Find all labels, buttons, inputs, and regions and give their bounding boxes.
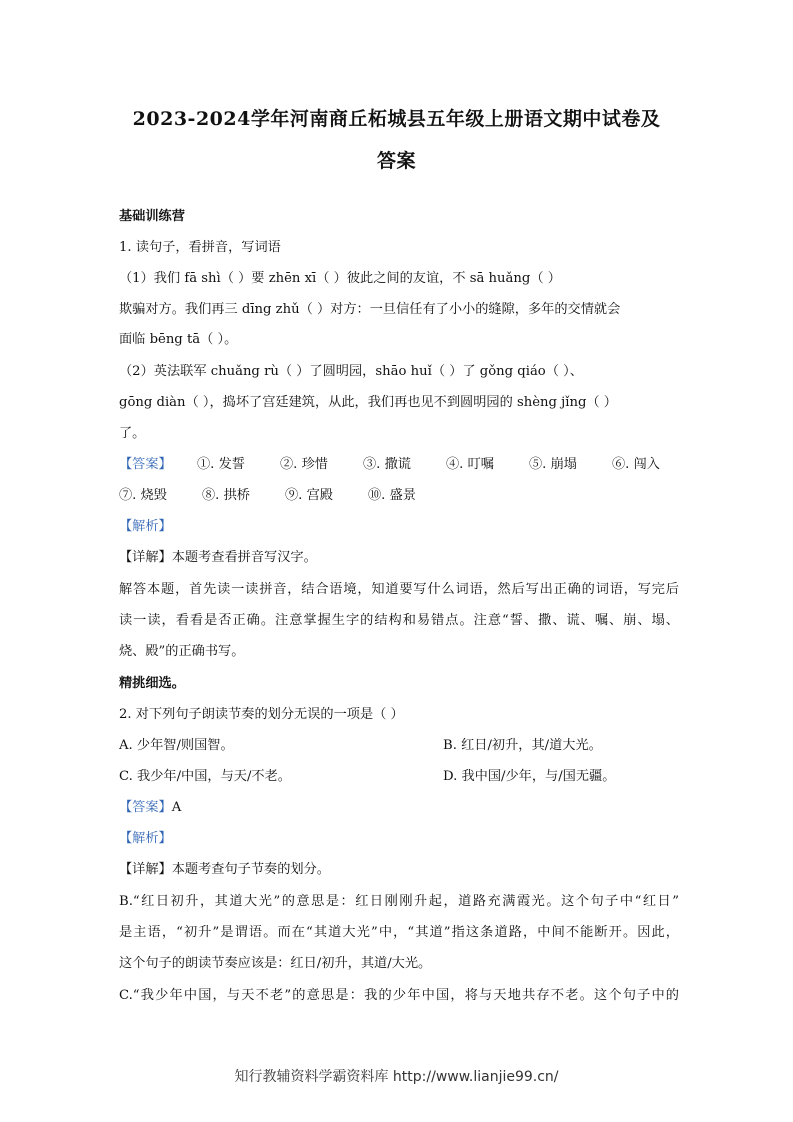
- answer-item: ⑦. 烧毁: [119, 488, 167, 503]
- question-1-answer-row2: [119, 486, 679, 506]
- answer-item: ⑧. 拱桥: [202, 488, 250, 503]
- question-1-explanation: 读一读，看看是否正确。注意掌握生字的结构和易错点。注意“誓、撒、谎、嘱、崩、塌、: [119, 613, 679, 628]
- question-2-option-c: C. 我少年/中国，与天/不老。: [119, 769, 291, 784]
- doc-title-line1: 2023-2024学年河南商丘柘城县五年级上册语文期中试卷及: [132, 108, 661, 130]
- question-2-explanation: 这个句子的朗读节奏应该是：红日/初升，其道/大光。: [119, 956, 432, 971]
- section-heading-select: 精挑细选。: [119, 676, 185, 691]
- question-1-answer-row1: [119, 455, 679, 475]
- answer-value: A: [171, 800, 182, 815]
- question-2-detail: 【详解】本题考查句子节奏的划分。: [119, 862, 330, 877]
- question-1-line: 了。: [119, 426, 146, 441]
- answer-item: ④. 叮嘱: [446, 457, 494, 472]
- question-1-explanation: 解答本题，首先读一读拼音，结合语境，知道要写什么词语，然后写出正确的词语，写完后: [119, 582, 679, 597]
- answer-label: 【答案】: [119, 800, 172, 815]
- question-1-line: （2）英法联军 chuǎng rù（ ）了圆明园，shāo huǐ（ ）了 gǒng qiáo（ ）、: [119, 364, 583, 379]
- question-2-option-d: D. 我中国/少年，与/国无疆。: [443, 769, 616, 784]
- question-1-line: 面临 bēng tā（ ）。: [119, 332, 238, 347]
- answer-item: ①. 发誓: [197, 457, 245, 472]
- question-2-analysis-label: 【解析】: [119, 831, 172, 846]
- answer-item: ③. 撒谎: [363, 457, 411, 472]
- question-2-explanation: B.“红日初升，其道大光”的意思是：红日刚刚升起，道路充满霞光。这个句子中“红日”: [119, 894, 679, 909]
- answer-item: ⑩. 盛景: [368, 488, 416, 503]
- question-1-explanation: 烧、殿”的正确书写。: [119, 644, 245, 659]
- question-1-detail: 【详解】本题考查看拼音写汉字。: [119, 550, 317, 565]
- question-2-answer: [119, 798, 679, 818]
- question-2-option-b: B. 红日/初升，其/道大光。: [443, 738, 602, 753]
- section-heading-basic: 基础训练营: [119, 209, 185, 224]
- question-1-stem: 1. 读句子，看拼音，写词语: [119, 240, 281, 255]
- question-1-line: 欺骗对方。我们再三 dīng zhǔ（ ）对方：一旦信任有了小小的缝隙，多年的交情就会: [119, 302, 621, 317]
- answer-item: ②. 珍惜: [280, 457, 328, 472]
- question-2-option-a: A. 少年智/则国智。: [119, 738, 234, 753]
- doc-title-line2: 答案: [376, 150, 416, 172]
- answer-item: ⑤. 崩塌: [529, 457, 577, 472]
- footer-watermark-text: 知行教辅资料学霸资料库 http://www.lianjie99.cn/: [234, 1069, 559, 1085]
- question-1-line: （1）我们 fā shì（ ）要 zhēn xī（ ）彼此之间的友谊，不 sā huǎng（ ）: [119, 271, 561, 286]
- question-2-explanation: C.“我少年中国，与天不老”的意思是：我的少年中国，将与天地共存不老。这个句子中的: [119, 988, 679, 1003]
- answer-item: ⑨. 宫殿: [285, 488, 333, 503]
- answer-item: ⑥. 闯入: [612, 457, 660, 472]
- answer-label: 【答案】: [119, 457, 172, 472]
- question-2-stem: 2. 对下列句子朗读节奏的划分无误的一项是（ ）: [119, 707, 404, 722]
- question-1-analysis-label: 【解析】: [119, 519, 172, 534]
- question-2-explanation: 是主语，“初升”是谓语。而在“其道大光”中，“其道”指这条道路，中间不能断开。因此，: [119, 925, 679, 940]
- question-1-line: gōng diàn（ ），捣坏了宫廷建筑，从此，我们再也见不到圆明园的 shèng jǐng（ ）: [119, 395, 617, 410]
